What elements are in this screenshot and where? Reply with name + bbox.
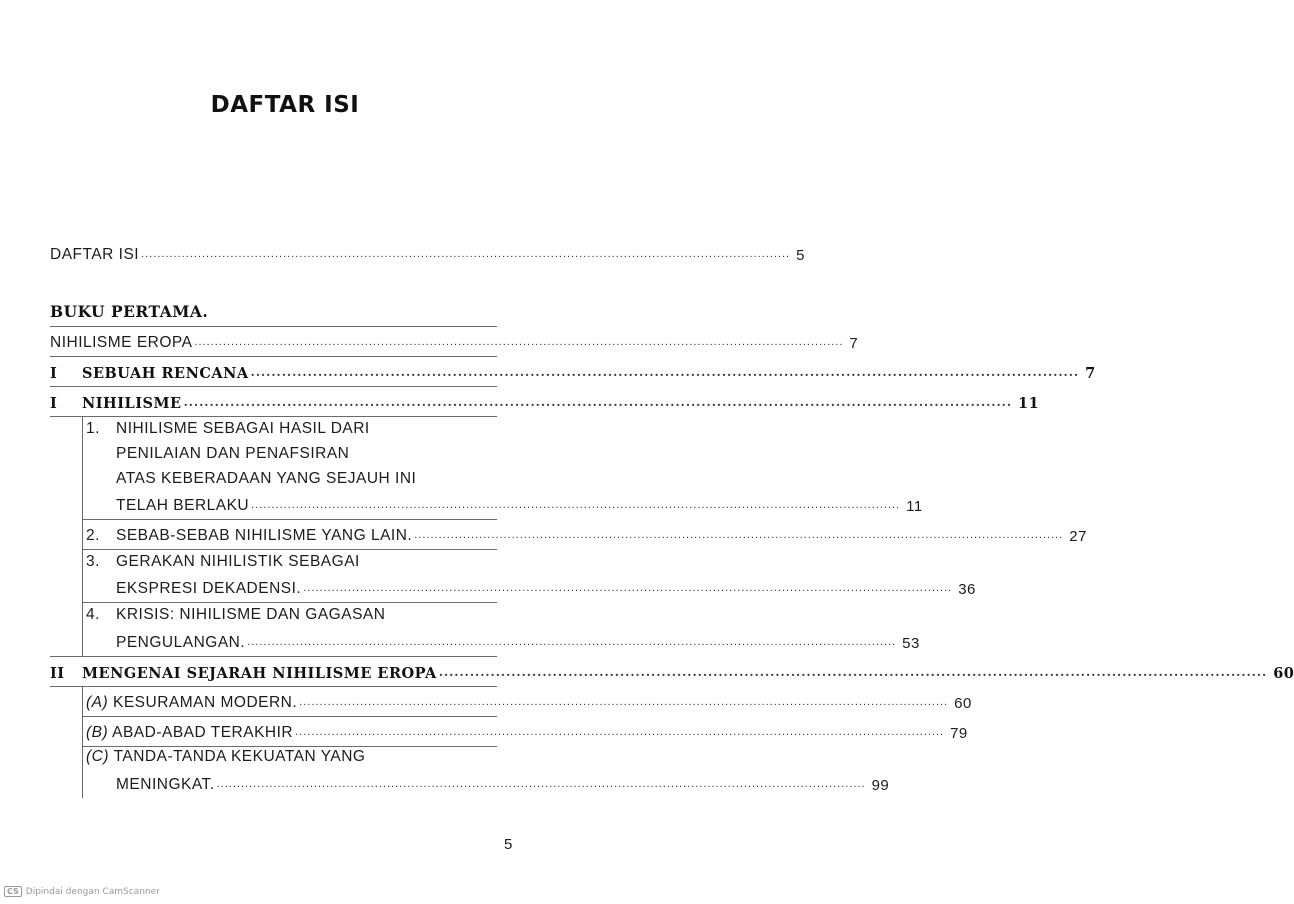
sub-label: (A) — [86, 694, 109, 711]
toc-entry-text: ABAD-ABAD TERAKHIR — [112, 724, 294, 741]
toc-entry-text: MENGENAI SEJARAH NIHILISME EROPA — [82, 665, 437, 682]
table-rule — [82, 746, 497, 747]
toc-page-number: 79 — [950, 725, 968, 742]
sub-label: (C) — [86, 748, 110, 765]
table-rule — [50, 416, 497, 417]
toc-page-number: 27 — [1069, 528, 1087, 545]
toc-entry-sejarah-nihilisme — [50, 658, 1294, 682]
toc-entry-text: DAFTAR ISI — [50, 246, 140, 263]
toc-entry-text: EKSPRESI DEKADENSI. — [116, 580, 302, 597]
toc-entry-text: MENINGKAT. — [116, 776, 215, 793]
section-heading-buku-pertama: BUKU PERTAMA. — [50, 302, 209, 321]
toc-entry-text: GERAKAN NIHILISTIK SEBAGAI — [116, 553, 360, 570]
toc-page-number: 60 — [1273, 665, 1294, 682]
table-rule — [50, 356, 497, 357]
toc-subentry-1-line4 — [116, 491, 923, 515]
leader-dots: ................................................................................................................................................................ — [303, 582, 953, 594]
toc-subentry-a — [86, 688, 972, 712]
leader-dots: ................................................................................................................................................................ — [299, 696, 949, 708]
toc-subentry-c-line2 — [116, 770, 890, 794]
leader-dots: ................................................................................................................................................................ — [251, 499, 901, 511]
leader-dots: ................................................................................................................................................................ — [141, 248, 791, 260]
toc-page-number: 5 — [796, 247, 805, 264]
toc-subentry-3-line2 — [116, 574, 976, 598]
toc-entry-text: PENGULANGAN. — [116, 634, 246, 651]
toc-page-number: 36 — [958, 581, 976, 598]
toc-page-number: 11 — [1018, 395, 1040, 412]
toc-subentry-1-line2: PENILAIAN DAN PENAFSIRAN — [116, 445, 350, 462]
toc-subentry-4-line2 — [116, 628, 920, 652]
scanner-watermark-text: Dipindai dengan CamScanner — [25, 886, 160, 897]
leader-dots: ................................................................................................................................................................ — [250, 365, 1080, 379]
toc-subentry-2 — [86, 521, 1087, 545]
camscanner-logo-icon: CS — [4, 886, 22, 897]
toc-entry-text: SEBUAH RENCANA — [82, 365, 249, 382]
toc-subentry-b — [86, 718, 968, 742]
leader-dots: ................................................................................................................................................................ — [183, 395, 1013, 409]
toc-subentry-1 — [86, 420, 370, 438]
table-rule-vertical — [82, 686, 83, 798]
table-rule — [82, 549, 497, 550]
item-number: 1. — [86, 420, 100, 437]
toc-subentry-4 — [86, 606, 385, 624]
table-rule — [82, 602, 497, 603]
toc-page-number: 7 — [849, 335, 859, 352]
toc-entry-text: NIHILISME EROPA — [50, 334, 193, 351]
toc-entry-text: KESURAMAN MODERN. — [112, 694, 298, 711]
page-number: 5 — [504, 836, 513, 853]
toc-entry-text: NIHILISME — [82, 395, 182, 412]
toc-page-number: 11 — [906, 498, 923, 515]
toc-entry-nihilisme-eropa — [50, 328, 859, 352]
toc-page-number: 99 — [871, 777, 890, 794]
toc-entry-text: TELAH BERLAKU — [116, 497, 250, 514]
page-title: DAFTAR ISI — [210, 92, 360, 118]
item-number: 2. — [86, 527, 100, 544]
toc-page-number: 53 — [902, 635, 920, 652]
chapter-numeral: I — [50, 395, 58, 412]
leader-dots: ................................................................................................................................................................ — [216, 778, 866, 790]
item-number: 3. — [86, 553, 100, 570]
toc-page-number: 60 — [954, 695, 972, 712]
table-rule — [50, 326, 497, 327]
toc-entry-text: TANDA-TANDA KEKUATAN YANG — [113, 748, 366, 765]
chapter-numeral: II — [50, 665, 65, 682]
item-number: 4. — [86, 606, 100, 623]
leader-dots: ................................................................................................................................................................ — [194, 336, 844, 348]
toc-entry-text: NIHILISME SEBAGAI HASIL DARI — [116, 420, 370, 437]
toc-entry-daftar-isi — [50, 240, 805, 264]
table-rule — [82, 716, 497, 717]
toc-entry-text: KRISIS: NIHILISME DAN GAGASAN — [116, 606, 386, 623]
leader-dots: ................................................................................................................................................................ — [414, 529, 1064, 541]
toc-page-number: 7 — [1085, 365, 1096, 382]
toc-entry-sebuah-rencana — [50, 358, 1096, 382]
chapter-numeral: I — [50, 365, 58, 382]
table-rule — [82, 519, 497, 520]
toc-subentry-c — [86, 748, 366, 766]
table-rule — [50, 386, 497, 387]
table-rule-vertical — [82, 416, 83, 656]
scanner-watermark — [4, 886, 160, 897]
toc-subentry-3 — [86, 553, 360, 571]
table-rule — [50, 686, 497, 687]
toc-entry-nihilisme — [50, 388, 1040, 412]
sub-label: (B) — [86, 724, 109, 741]
leader-dots: ................................................................................................................................................................ — [295, 726, 945, 738]
leader-dots: ................................................................................................................................................................ — [247, 636, 897, 648]
toc-entry-text: SEBAB-SEBAB NIHILISME YANG LAIN. — [116, 527, 413, 544]
toc-subentry-1-line3: ATAS KEBERADAAN YANG SEJAUH INI — [116, 470, 417, 487]
table-rule — [50, 656, 497, 657]
leader-dots: ................................................................................................................................................................ — [438, 665, 1268, 679]
